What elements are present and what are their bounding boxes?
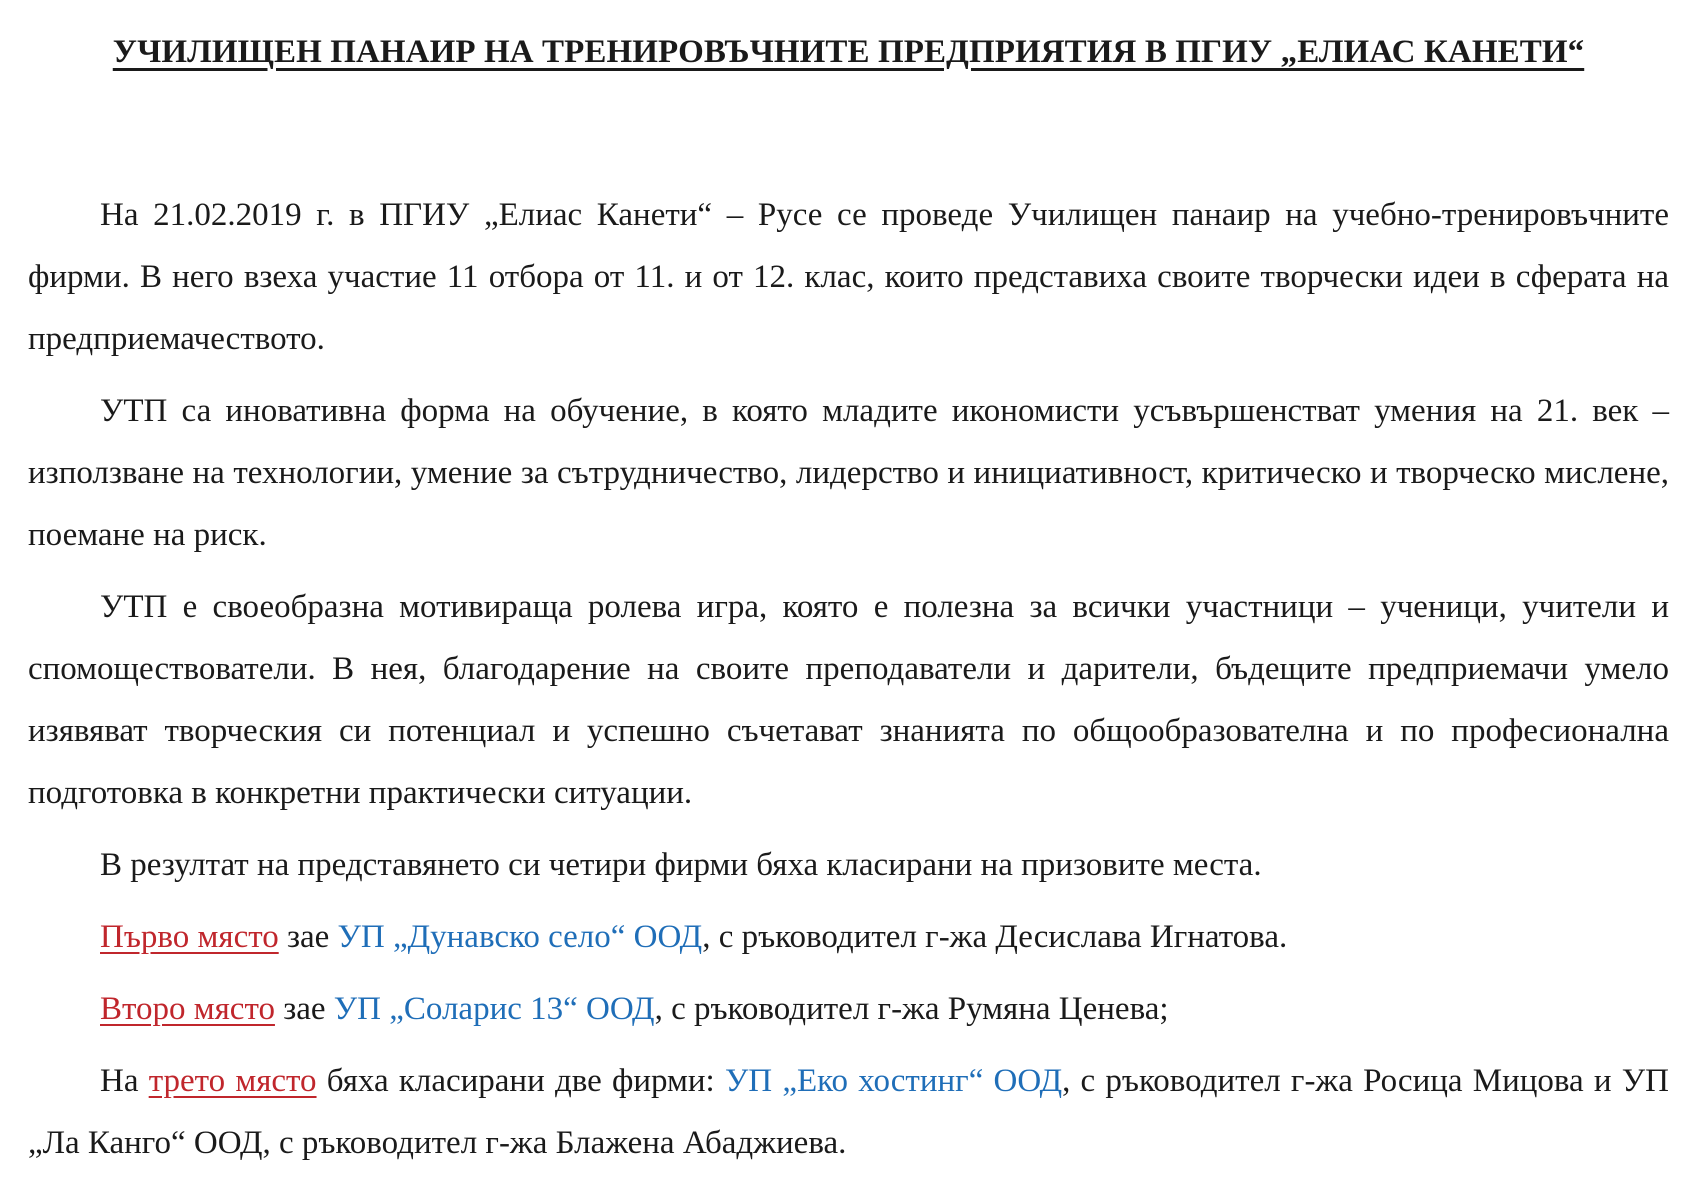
second-place-company: УП „Соларис 13“ ООД (333, 991, 655, 1027)
second-place-verb: зае (274, 991, 334, 1027)
second-place-rest: , с ръководител г-жа Румяна Ценева; (654, 991, 1169, 1027)
paragraph-second-place (28, 978, 1669, 1040)
third-place-company: УП „Еко хостинг“ ООД (724, 1063, 1063, 1099)
document-body (28, 184, 1669, 1174)
paragraph-third-place (28, 1050, 1669, 1174)
paragraph-first-place (28, 906, 1669, 968)
second-place-label: Второ място (100, 991, 275, 1027)
first-place-label: Първо място (100, 919, 279, 955)
first-place-company: УП „Дунавско село“ ООД (337, 919, 703, 955)
first-place-verb: зае (278, 919, 338, 955)
paragraph-results: В резултат на представянето си четири фирми бяха класирани на призовите места. (100, 847, 1262, 883)
first-place-rest: , с ръководител г-жа Десислава Игнатова. (702, 919, 1288, 955)
third-place-rest: , с ръководител г-жа Росица Мицова и УП „Ла Канго“ ООД, с ръководител г-жа Блажена Абаджиева. (28, 1063, 1669, 1161)
document-title: УЧИЛИЩЕН ПАНАИР НА ТРЕНИРОВЪЧНИТЕ ПРЕДПРИЯТИЯ В ПГИУ „ЕЛИАС КАНЕТИ“ (112, 34, 1585, 70)
paragraph-utp-role-game: УТП е своеобразна мотивираща ролева игра, която е полезна за всички участници – ученици, учители и спомоществователи. В нея, благодарение на своите преподаватели и дарители, бъдещите предприемачи умело изявяват творческия си потенциал и успешно съчетават знанията по общообразователна и по професионална подготовка в конкретни практически ситуации. (28, 589, 1669, 811)
paragraph-utp-definition: УТП са иновативна форма на обучение, в която младите икономисти усъвършенстват умения на 21. век – използване на технологии, умение за сътрудничество, лидерство и инициативност, критическо и творческо мислене, поемане на риск. (28, 393, 1669, 553)
paragraph-intro: На 21.02.2019 г. в ПГИУ „Елиас Канети“ – Русе се проведе Училищен панаир на учебно-тренировъчните фирми. В него взеха участие 11 отбора от 11. и от 12. клас, които представиха своите творчески идеи в сферата на предприемачеството. (28, 197, 1669, 357)
third-place-mid: бяха класирани две фирми: (316, 1063, 725, 1099)
third-place-label: трето място (148, 1063, 317, 1099)
third-place-intro: На (100, 1063, 149, 1099)
